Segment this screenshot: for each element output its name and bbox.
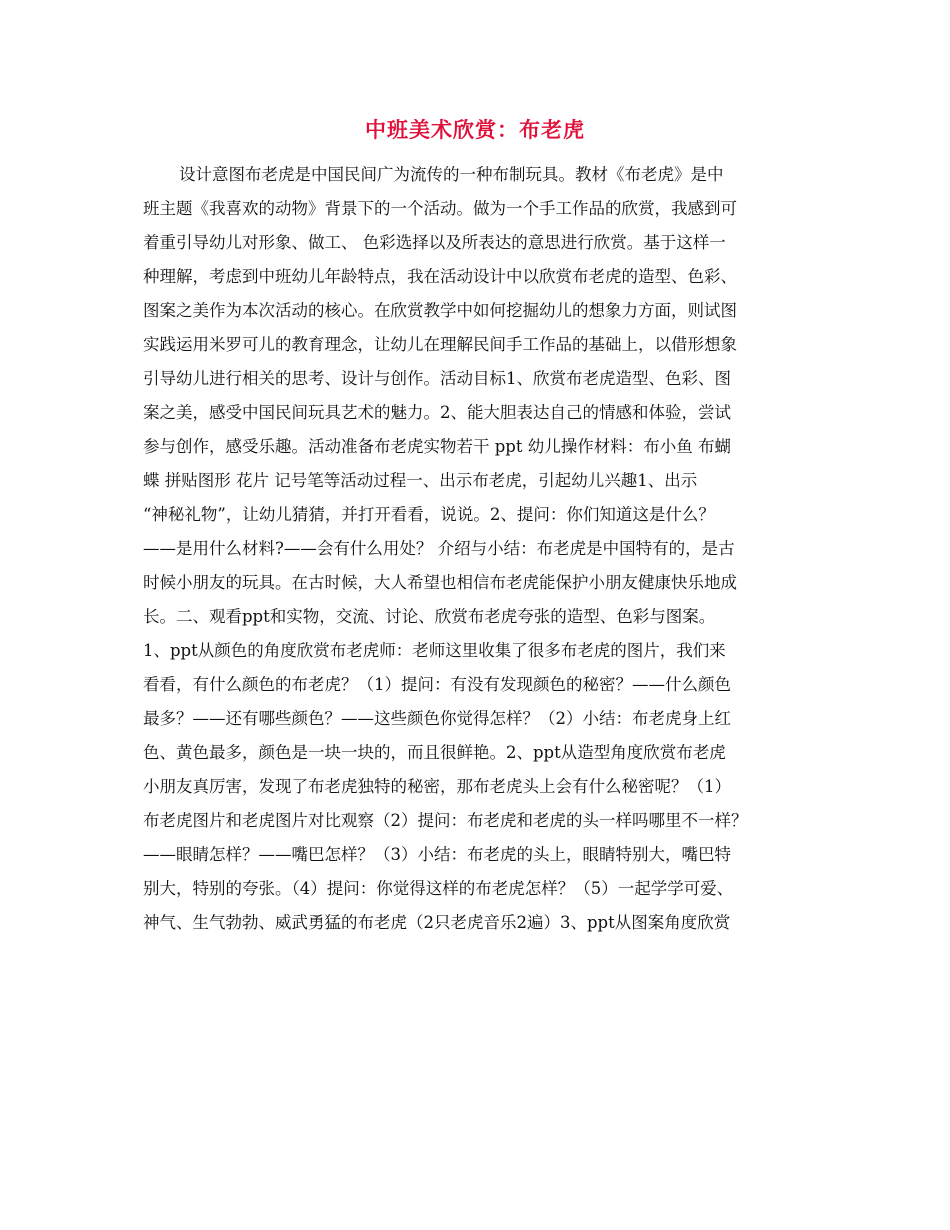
text-line: 参与创作，感受乐趣。活动准备布老虎实物若干 ppt 幼儿操作材料：布小鱼 布蝴 <box>143 437 731 456</box>
text-line: 看看，有什么颜色的布老虎？（1）提问：有没有发现颜色的秘密？——什么颜色 <box>143 675 731 694</box>
text-line: 设计意图布老虎是中国民间广为流传的一种布制玩具。教材《布老虎》是中 <box>179 165 724 184</box>
page-title: 中班美术欣赏：布老虎 <box>365 118 585 142</box>
text-line: 色、黄色最多，颜色是一块一块的，而且很鲜艳。2、ppt从造型角度欣赏布老虎 <box>143 743 726 762</box>
text-line: 布老虎图片和老虎图片对比观察（2）提问：布老虎和老虎的头一样吗哪里不一样？ <box>143 811 748 830</box>
text-line: 长。二、观看ppt和实物，交流、讨论、欣赏布老虎夸张的造型、色彩与图案。 <box>143 607 716 626</box>
text-line: 别大，特别的夸张。（4）提问：你觉得这样的布老虎怎样？（5）一起学学可爱、 <box>143 879 734 898</box>
text-line: 班主题《我喜欢的动物》背景下的一个活动。做为一个手工作品的欣赏，我感到可 <box>143 199 737 218</box>
text-line: ——眼睛怎样？——嘴巴怎样？（3）小结：布老虎的头上，眼睛特别大，嘴巴特 <box>143 845 731 864</box>
text-line: 最多？——还有哪些颜色？——这些颜色你觉得怎样？（2）小结：布老虎身上红 <box>143 709 731 728</box>
text-line: 着重引导幼儿对形象、做工、 色彩选择以及所表达的意思进行欣赏。基于这样一 <box>143 233 726 252</box>
text-line: 引导幼儿进行相关的思考、设计与创作。活动目标1、欣赏布老虎造型、色彩、图 <box>143 369 731 388</box>
text-line: 小朋友真厉害，发现了布老虎独特的秘密，那布老虎头上会有什么秘密呢？（1） <box>143 777 731 796</box>
body-text <box>143 158 811 940</box>
text-line: 案之美，感受中国民间玩具艺术的魅力。2、能大胆表达自己的情感和体验，尝试 <box>143 403 731 422</box>
text-line: ——是用什么材料?——会有什么用处？ 介绍与小结：布老虎是中国特有的，是古 <box>143 539 735 558</box>
text-line: 蝶 拼贴图形 花片 记号笔等活动过程一、出示布老虎，引起幼儿兴趣1、出示 <box>143 471 698 490</box>
text-line: 时候小朋友的玩具。在古时候，大人希望也相信布老虎能保护小朋友健康快乐地成 <box>143 573 737 592</box>
text-line: 图案之美作为本次活动的核心。在欣赏教学中如何挖掘幼儿的想象力方面，则试图 <box>143 301 737 320</box>
text-line: 1、ppt从颜色的角度欣赏布老虎师：老师这里收集了很多布老虎的图片，我们来 <box>143 641 726 660</box>
text-line: 实践运用米罗可儿的教育理念，让幼儿在理解民间手工作品的基础上，以借形想象 <box>143 335 737 354</box>
text-line: 种理解，考虑到中班幼儿年龄特点，我在活动设计中以欣赏布老虎的造型、色彩、 <box>143 267 737 286</box>
text-line: “神秘礼物”，让幼儿猜猜，并打开看看，说说。2、提问：你们知道这是什么？ <box>143 505 715 524</box>
text-line: 神气、生气勃勃、威武勇猛的布老虎（2只老虎音乐2遍）3、ppt从图案角度欣赏 <box>143 913 731 932</box>
